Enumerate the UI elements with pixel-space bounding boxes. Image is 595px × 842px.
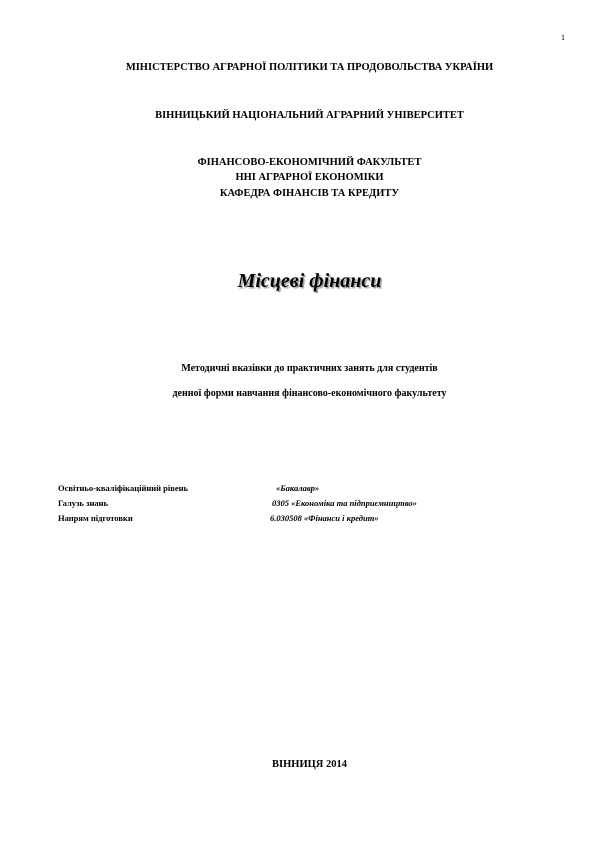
city-year-footer: ВІННИЦЯ 2014 (272, 759, 347, 770)
document-title: Місцеві фінанси (237, 270, 382, 292)
subtitle-line-1: Методичні вказівки до практичних занять для студентів (181, 363, 438, 374)
info-label: Напрям підготовки (58, 513, 133, 523)
info-value: 0305 «Економіка та підприємництво» (272, 498, 417, 508)
university-heading: ВІННИЦЬКИЙ НАЦІОНАЛЬНИЙ АГРАРНИЙ УНІВЕРСИТЕТ (155, 110, 464, 121)
faculty-heading: ФІНАНСОВО-ЕКОНОМІЧНИЙ ФАКУЛЬТЕТ (197, 157, 422, 168)
info-label: Освітньо-кваліфікаційний рівень (58, 483, 189, 493)
info-value: «Бакалавр» (276, 483, 320, 493)
department-heading: КАФЕДРА ФІНАНСІВ ТА КРЕДИТУ (219, 188, 400, 199)
info-value: 6.030508 «Фінанси і кредит» (270, 513, 379, 523)
ministry-heading: МІНІСТЕРСТВО АГРАРНОЇ ПОЛІТИКИ ТА ПРОДОВОЛЬСТВА УКРАЇНИ (125, 62, 494, 73)
institute-heading: ННІ АГРАРНОЇ ЕКОНОМІКИ (235, 172, 384, 183)
info-label: Галузь знань (58, 498, 108, 508)
page-number: 1 (561, 33, 565, 42)
subtitle-line-2: денної форми навчання фінансово-економічного факультету (172, 388, 447, 399)
